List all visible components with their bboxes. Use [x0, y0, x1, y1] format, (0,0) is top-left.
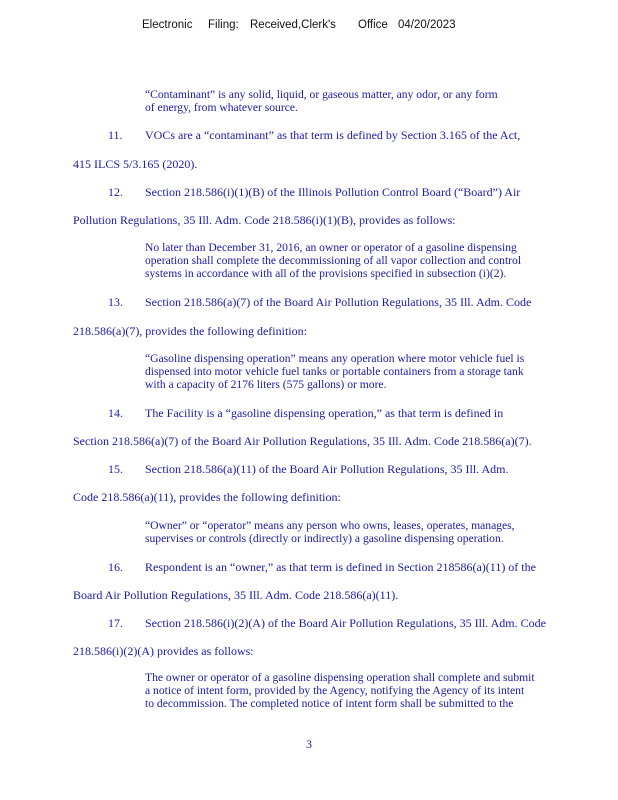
paragraph-number-13: 13.: [108, 295, 123, 309]
paragraph-number-14: 14.: [108, 406, 123, 420]
paragraph-16-line-1: Respondent is an “owner,” as that term is defined in Section 218586(a)(11) of the: [145, 560, 536, 574]
quote-line: No later than December 31, 2016, an owner or operator of a gasoline dispensing: [145, 241, 517, 254]
paragraph-number-12: 12.: [108, 185, 123, 199]
quote-line: of energy, from whatever source.: [145, 101, 298, 114]
quote-line: dispensed into motor vehicle fuel tanks or portable containers from a storage tank: [145, 365, 524, 378]
paragraph-11-line-2: 415 ILCS 5/3.165 (2020).: [73, 157, 198, 171]
quote-line: a notice of intent form, provided by the Agency, notifying the Agency of its intent: [145, 684, 525, 697]
quote-line: to decommission. The completed notice of intent form shall be submitted to the: [145, 697, 514, 710]
block-quote-notice-of-intent: [145, 671, 595, 710]
paragraph-number-15: 15.: [108, 462, 123, 476]
paragraph-17-line-2: 218.586(i)(2)(A) provides as follows:: [73, 644, 254, 658]
paragraph-number-11: 11.: [108, 128, 123, 142]
quote-line: The owner or operator of a gasoline dispensing operation shall complete and submit: [145, 671, 535, 684]
paragraph-16-line-2: Board Air Pollution Regulations, 35 Ill. Adm. Code 218.586(a)(11).: [73, 588, 399, 602]
paragraph-number-17: 17.: [108, 616, 123, 630]
quote-line: “Contaminant” is any solid, liquid, or gaseous matter, any odor, or any form: [145, 88, 498, 101]
paragraph-17-line-1: Section 218.586(i)(2)(A) of the Board Air Pollution Regulations, 35 Ill. Adm. Code: [145, 616, 546, 630]
paragraph-15-line-1: Section 218.586(a)(11) of the Board Air Pollution Regulations, 35 Ill. Adm.: [145, 462, 509, 476]
block-quote-contaminant: [145, 88, 595, 114]
header-word-office: Office: [358, 19, 388, 31]
block-quote-gasoline-dispensing-operation: [145, 352, 595, 391]
quote-line: with a capacity of 2176 liters (575 gallons) or more.: [145, 378, 387, 391]
paragraph-13-line-2: 218.586(a)(7), provides the following definition:: [73, 324, 307, 338]
header-word-received-clerks: Received,Clerk's: [250, 19, 336, 31]
quote-line: “Owner” or “operator” means any person who owns, leases, operates, manages,: [145, 519, 515, 532]
paragraph-12-line-2: Pollution Regulations, 35 Ill. Adm. Code 218.586(i)(1)(B), provides as follows:: [73, 213, 456, 227]
paragraph-15-line-2: Code 218.586(a)(11), provides the following definition:: [73, 490, 341, 504]
block-quote-owner-operator: [145, 519, 595, 545]
quote-line: operation shall complete the decommissioning of all vapor collection and control: [145, 254, 522, 267]
header-word-filing: Filing:: [208, 19, 239, 31]
paragraph-14-line-1: The Facility is a “gasoline dispensing operation,” as that term is defined in: [145, 406, 504, 420]
quote-line: supervises or controls (directly or indirectly) a gasoline dispensing operation.: [145, 532, 504, 545]
quote-line: systems in accordance with all of the provisions specified in subsection (i)(2).: [145, 267, 507, 280]
paragraph-13-line-1: Section 218.586(a)(7) of the Board Air Pollution Regulations, 35 Ill. Adm. Code: [145, 295, 532, 309]
block-quote-decommission: [145, 241, 595, 280]
paragraph-14-line-2: Section 218.586(a)(7) of the Board Air Pollution Regulations, 35 Ill. Adm. Code 218.586(a)(7).: [73, 434, 532, 448]
paragraph-11-line-1: VOCs are a “contaminant” as that term is defined by Section 3.165 of the Act,: [145, 128, 521, 142]
page-number: 3: [306, 737, 312, 751]
header-word-electronic: Electronic: [142, 19, 193, 31]
paragraph-12-line-1: Section 218.586(i)(1)(B) of the Illinois Pollution Control Board (“Board”) Air: [145, 185, 521, 199]
quote-line: “Gasoline dispensing operation” means any operation where motor vehicle fuel is: [145, 352, 525, 365]
paragraph-number-16: 16.: [108, 560, 123, 574]
header-date: 04/20/2023: [398, 19, 456, 31]
